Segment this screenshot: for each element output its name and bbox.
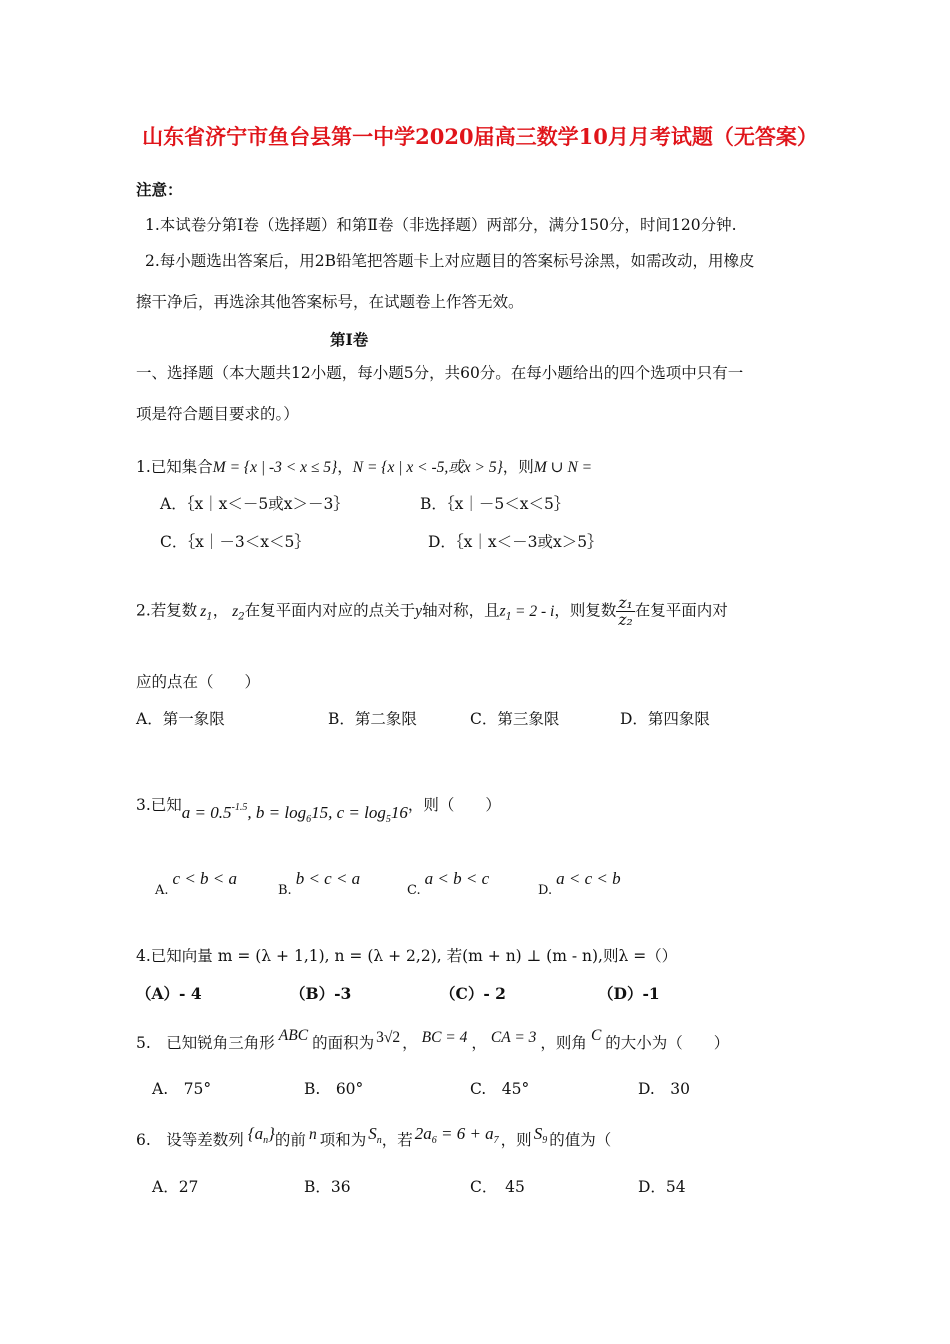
q6-tail: ，则 xyxy=(500,1131,532,1149)
q1-set-m: M = {x | -3 < x ≤ 5} xyxy=(212,459,338,476)
notice-heading: 注意： xyxy=(136,180,183,199)
q6-mid: 的前 xyxy=(274,1131,306,1149)
q5-triangle: ABC xyxy=(278,1027,309,1044)
q5-ca: CA = 3 xyxy=(490,1029,537,1046)
q5-bc: BC = 4 xyxy=(421,1029,468,1046)
q5-tail: ，则角 xyxy=(540,1034,587,1052)
q2-fraction xyxy=(616,595,634,628)
q2-z1: z xyxy=(200,602,207,620)
q3-prefix: 3.已知 xyxy=(136,796,182,814)
q3-expr-rest: , b = log xyxy=(247,803,307,822)
question-1 xyxy=(136,455,592,477)
q3-expression xyxy=(181,802,408,825)
q3-expr-end: 16 xyxy=(390,803,408,822)
section-heading: 第Ⅰ卷 xyxy=(330,330,369,349)
section-intro-line-2: 项是符合题目要求的。） xyxy=(136,405,299,423)
q2-mid: 在复平面内对应的点关于 xyxy=(244,601,416,620)
q6-prefix: 6. 设等差数列 xyxy=(136,1131,244,1149)
q2-option-d: D．第四象限 xyxy=(620,710,710,728)
notice-item-1: 1.本试卷分第Ⅰ卷（选择题）和第Ⅱ卷（非选择题）两部分，满分150分，时间120分钟. xyxy=(145,216,737,234)
q5-comma-1: ， xyxy=(402,1034,418,1052)
q1-sep: ， xyxy=(337,458,353,476)
q2-eq-val: = 2 - i xyxy=(515,602,555,620)
q1-expr: M ∪ N = xyxy=(533,459,593,476)
q3-option-a xyxy=(155,869,237,898)
q6-mid2: 项和为 xyxy=(319,1131,367,1149)
q3-option-b-letter: B. xyxy=(278,883,292,898)
q4-option-c: （C）- 2 xyxy=(440,984,506,1003)
q1-option-b: B．｛x｜－5＜x＜5｝ xyxy=(420,495,570,513)
q2-tail2: 在复平面内对 xyxy=(634,601,728,620)
q6-cond-sub-1: 6 xyxy=(431,1135,437,1146)
q6-cond-sub-2: 7 xyxy=(493,1135,499,1146)
q5-option-c: C. 45° xyxy=(470,1080,530,1098)
q3-option-d-expr: a < c < b xyxy=(556,869,621,888)
q6-seq: {a xyxy=(247,1124,264,1143)
question-2 xyxy=(136,595,728,628)
question-5 xyxy=(136,1027,729,1053)
q2-eq-sub: 1 xyxy=(505,611,512,623)
q3-option-a-letter: A. xyxy=(155,883,169,898)
q1-ask: ，则 xyxy=(502,458,534,476)
q6-end: 的值为（ xyxy=(549,1131,612,1149)
q6-s9 xyxy=(533,1124,548,1146)
q2-z2: z xyxy=(232,602,239,620)
q6-s-sub: n xyxy=(376,1135,382,1146)
q4-option-d: （D）-1 xyxy=(598,984,660,1003)
q4-option-a: （A）- 4 xyxy=(136,984,202,1003)
q2-z2-sub: 2 xyxy=(238,611,245,623)
q2-axis: y xyxy=(415,602,423,620)
q6-seq-sub: n xyxy=(263,1135,269,1146)
q2-option-c: C．第三象限 xyxy=(470,710,560,728)
q6-option-d: D．54 xyxy=(638,1178,686,1196)
q3-base-1: 6 xyxy=(306,814,312,825)
q3-expr-mid: 15, c = log xyxy=(311,803,386,822)
q3-option-d-letter: D. xyxy=(538,883,553,898)
q5-mid: 的面积为 xyxy=(312,1034,375,1052)
q2-z1-sub: 1 xyxy=(206,611,213,623)
q3-option-a-expr: c < b < a xyxy=(172,869,238,888)
q5-option-a: A. 75° xyxy=(152,1080,212,1098)
q2-line-2: 应的点在（ ） xyxy=(136,673,261,691)
q6-option-a: A．27 xyxy=(152,1178,199,1196)
q5-end: 的大小为（ ） xyxy=(605,1034,730,1052)
notice-item-2-line-2: 擦干净后，再选涂其他答案标号，在试题卷上作答无效。 xyxy=(136,293,524,311)
q6-mid3: ，若 xyxy=(381,1131,413,1149)
q2-frac-den: z₂ xyxy=(618,611,633,629)
q1-prefix: 1.已知集合 xyxy=(136,458,213,476)
q2-prefix: 2.若复数 xyxy=(136,601,198,620)
q3-option-c xyxy=(407,869,489,898)
q3-option-c-expr: a < b < c xyxy=(424,869,490,888)
q1-option-c: C．｛x｜－3＜x＜5｝ xyxy=(160,533,310,551)
q3-base-2: 5 xyxy=(385,814,391,825)
q3-option-c-letter: C. xyxy=(407,883,421,898)
q2-option-b: B．第二象限 xyxy=(328,710,417,728)
q5-option-d: D. 30 xyxy=(638,1080,691,1098)
section-intro-line-1: 一、选择题（本大题共12小题，每小题5分，共60分。在每小题给出的四个选项中只有一 xyxy=(136,364,744,382)
q2-mid2: 轴对称，且 xyxy=(422,601,500,620)
q6-n: n xyxy=(308,1126,317,1143)
q6-cond: 2a xyxy=(414,1124,432,1143)
q3-option-d xyxy=(538,869,621,898)
q6-option-c: C． 45 xyxy=(470,1178,525,1196)
q6-seq-end: } xyxy=(268,1124,275,1143)
q2-eq-var: z xyxy=(499,602,506,620)
q5-option-b: B. 60° xyxy=(304,1080,364,1098)
q3-option-b-expr: b < c < a xyxy=(295,869,361,888)
q2-comma: ， xyxy=(212,601,229,620)
q6-cond-mid: = 6 + a xyxy=(436,1124,494,1143)
q5-area: 3√2 xyxy=(376,1029,401,1046)
q4-option-b: （B）-3 xyxy=(290,984,352,1003)
question-4: 4.已知向量 m = (λ + 1,1), n = (λ + 2,2), 若(m + n) ⊥ (m - n),则λ =（） xyxy=(136,947,678,965)
q2-option-a: A．第一象限 xyxy=(136,710,225,728)
q5-comma-2: ， xyxy=(471,1034,487,1052)
q3-exponent: -1.5 xyxy=(231,802,248,813)
notice-item-2-line-1: 2.每小题选出答案后，用2B铅笔把答题卡上对应题目的答案标号涂黑，如需改动，用橡皮 xyxy=(145,252,755,270)
q6-sum xyxy=(368,1124,382,1146)
question-3 xyxy=(136,793,501,825)
q6-option-b: B．36 xyxy=(304,1178,351,1196)
q5-prefix: 5. 已知锐角三角形 xyxy=(136,1034,275,1052)
q2-tail: ，则复数 xyxy=(554,601,617,620)
q3-option-b xyxy=(278,869,360,898)
q1-option-a: A．｛x｜x＜－5或x＞－3｝ xyxy=(160,495,349,513)
q1-option-d: D．｛x｜x＜－3或x＞5｝ xyxy=(428,533,603,551)
q6-condition xyxy=(414,1124,499,1146)
q6-s: S xyxy=(368,1124,377,1143)
q3-tail: ，则（ ） xyxy=(407,796,501,814)
q6-s9-s: S xyxy=(533,1124,543,1143)
q2-frac-num: z₁ xyxy=(618,594,633,612)
q1-set-n: N = {x | x < -5,或x > 5} xyxy=(352,459,503,476)
question-6 xyxy=(136,1124,611,1150)
q6-sequence xyxy=(247,1124,275,1146)
q6-s9-sub: 9 xyxy=(542,1135,548,1146)
page-title: 山东省济宁市鱼台县第一中学2020届高三数学10月月考试题（无答案） xyxy=(142,124,818,149)
q5-angle: C xyxy=(590,1027,602,1044)
q3-expr-a: a = 0.5 xyxy=(181,803,232,822)
